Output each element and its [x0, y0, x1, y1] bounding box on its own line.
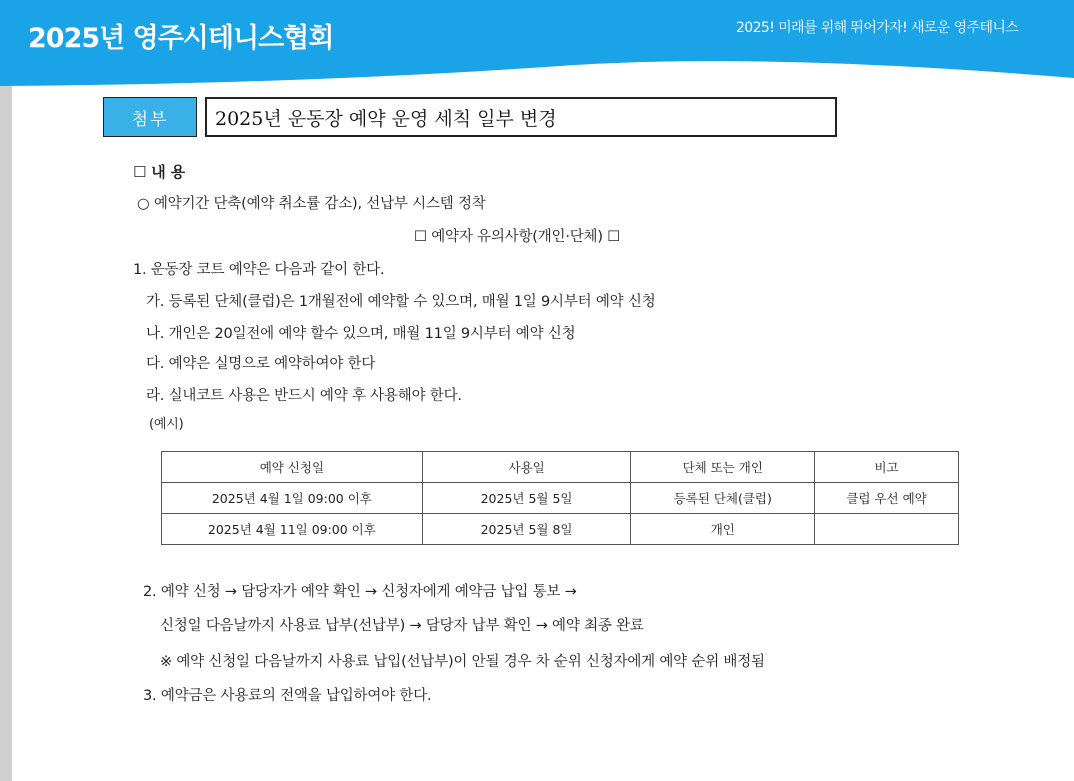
table-cell: 2025년 5월 5일: [422, 483, 631, 514]
table-cell: 개인: [631, 514, 815, 545]
table-header-cell: 비고: [815, 452, 959, 483]
banner-slogan: 2025! 미래를 위해 뛰어가자! 새로운 영주테니스: [736, 20, 1019, 36]
document-header: [103, 97, 837, 137]
rule-item-2-note: ※ 예약 신청일 다음날까지 사용료 납입(선납부)이 안될 경우 차 순위 신청자에게 예약 순위 배정됨: [160, 654, 765, 670]
rule-item-2-cont: 신청일 다음날까지 사용료 납부(선납부) → 담당자 납부 확인 → 예약 최종 완료: [160, 618, 644, 634]
table-header-cell: 단체 또는 개인: [631, 452, 815, 483]
table-cell: 클럽 우선 예약: [815, 483, 959, 514]
page-left-edge: [0, 0, 12, 781]
attachment-tag: 첨부: [103, 97, 197, 137]
section-heading: ☐ 내 용: [133, 163, 185, 181]
rule-item-1-da: 다. 예약은 실명으로 예약하여야 한다: [146, 356, 376, 372]
table-cell: 2025년 4월 11일 09:00 이후: [162, 514, 423, 545]
rule-item-1-ga: 가. 등록된 단체(클럽)은 1개월전에 예약할 수 있으며, 매월 1일 9시부터 예약 신청: [146, 294, 656, 310]
rule-item-3: 3. 예약금은 사용료의 전액을 납입하여야 한다.: [143, 688, 432, 704]
reservation-table: [161, 451, 959, 545]
document-title: 2025년 운동장 예약 운영 세칙 일부 변경: [205, 97, 837, 137]
table-header-cell: 예약 신청일: [162, 452, 423, 483]
table-header-row: [162, 452, 959, 483]
notice-heading: ☐ 예약자 유의사항(개인·단체) ☐: [414, 229, 621, 245]
table-row: [162, 483, 959, 514]
table-cell: 2025년 5월 8일: [422, 514, 631, 545]
table-cell: 2025년 4월 1일 09:00 이후: [162, 483, 423, 514]
rule-item-2: 2. 예약 신청 → 담당자가 예약 확인 → 신청자에게 예약금 납입 통보 →: [143, 584, 577, 600]
example-label: (예시): [149, 417, 184, 432]
summary-text: ○ 예약기간 단축(예약 취소률 감소), 선납부 시스템 정착: [137, 196, 486, 212]
table-row: [162, 514, 959, 545]
table-cell: 등록된 단체(클럽): [631, 483, 815, 514]
table-header-cell: 사용일: [422, 452, 631, 483]
rule-item-1-na: 나. 개인은 20일전에 예약 할수 있으며, 매월 11일 9시부터 예약 신청: [146, 326, 576, 342]
table-cell: [815, 514, 959, 545]
rule-item-1: 1. 운동장 코트 예약은 다음과 같이 한다.: [133, 262, 385, 278]
banner-title: 2025년 영주시테니스협회: [28, 23, 334, 54]
rule-item-1-ra: 라. 실내코트 사용은 반드시 예약 후 사용해야 한다.: [146, 388, 462, 404]
banner: [0, 0, 1074, 90]
